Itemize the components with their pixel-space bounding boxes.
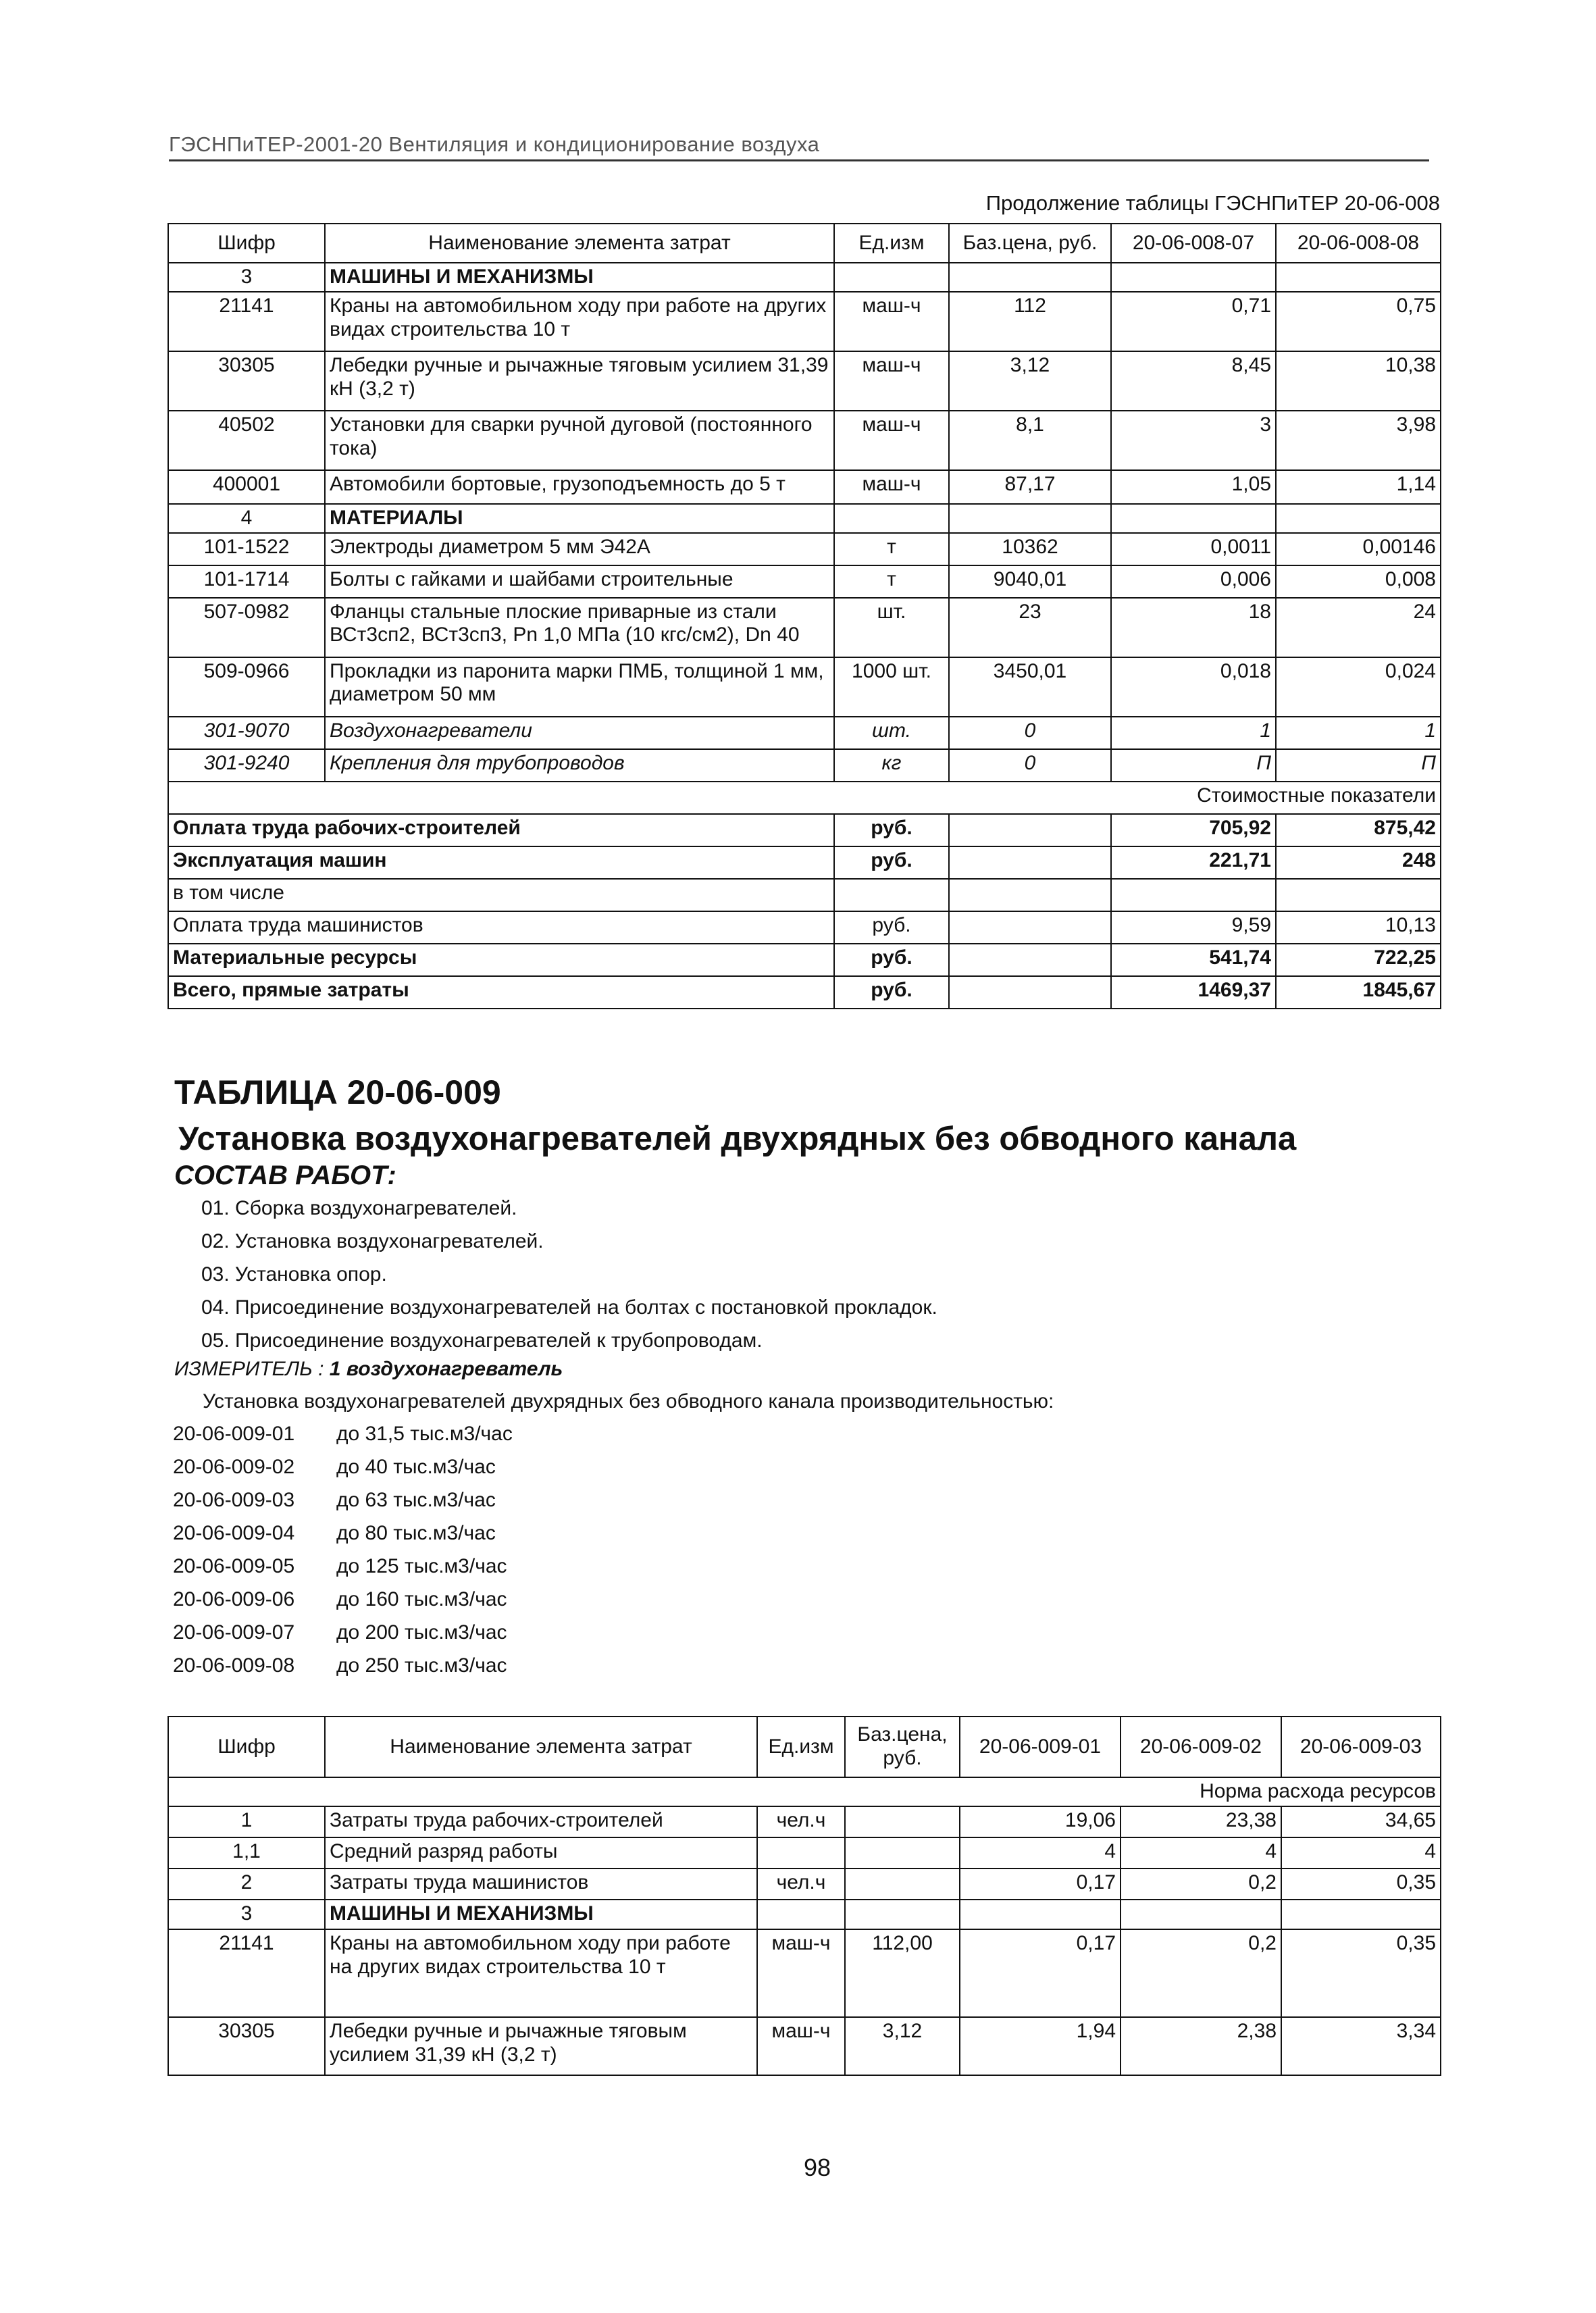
cell-unit: маш-ч [757,2017,845,2075]
cell-name: Затраты труда машинистов [325,1869,757,1900]
cell-v2 [1276,504,1441,533]
table-title: ТАБЛИЦА 20-06-009 [174,1073,501,1111]
cell-unit: кг [834,749,949,782]
cell-v3: 34,65 [1281,1806,1441,1837]
table-row [168,1929,1441,2017]
cell-code: 21141 [168,1929,325,2017]
list-item: 03. Установка опор. [201,1263,387,1286]
cell-price: 112 [949,292,1111,351]
cell-name: Прокладки из паронита марки ПМБ, толщиной 1 мм, диаметром 50 мм [325,657,834,717]
cell-price [949,504,1111,533]
cell-unit: шт. [834,717,949,749]
col-header-name: Наименование элемента затрат [325,224,834,263]
cell-v3 [1281,1900,1441,1929]
cell-v3: 4 [1281,1837,1441,1869]
table-subtitle: Установка воздухонагревателей двухрядных без обводного канала [178,1121,1297,1157]
item-code: 20-06-009-05 [173,1555,295,1577]
cell-unit: 1000 шт. [834,657,949,717]
item-desc: до 200 тыс.м3/час [336,1621,507,1644]
table-row [168,1837,1441,1869]
item-desc: до 125 тыс.м3/час [336,1555,507,1577]
cell-code: 2 [168,1869,325,1900]
cell-v1: 0,006 [1111,565,1276,598]
cell-v3: 0,35 [1281,1869,1441,1900]
summary-v2: 722,25 [1276,944,1441,976]
item-code: 20-06-009-04 [173,1522,295,1544]
cell-unit: шт. [834,598,949,657]
cell-price: 0 [949,749,1111,782]
cell-v2: 1,14 [1276,470,1441,504]
cell-unit: маш-ч [834,292,949,351]
col-header-norm-08: 20-06-008-08 [1276,224,1441,263]
summary-price [949,944,1111,976]
item-code: 20-06-009-06 [173,1588,295,1610]
cell-unit: маш-ч [834,411,949,470]
list-item [173,1456,513,1489]
cell-code: 101-1714 [168,565,325,598]
summary-unit: руб. [834,846,949,879]
table-row [168,533,1441,565]
summary-price [949,846,1111,879]
list-item: 02. Установка воздухонагревателей. [201,1230,544,1252]
cell-code: 1,1 [168,1837,325,1869]
cell-unit: т [834,565,949,598]
cell-price: 9040,01 [949,565,1111,598]
measure-label: ИЗМЕРИТЕЛЬ : [174,1358,324,1380]
cell-unit [757,1837,845,1869]
cell-price: 3,12 [845,2017,960,2075]
summary-label: Материальные ресурсы [168,944,834,976]
cell-v2: 23,38 [1121,1806,1281,1837]
continuation-note: Продолжение таблицы ГЭСНПиТЕР 20-06-008 [985,191,1440,215]
cell-v3: 0,35 [1281,1929,1441,2017]
cell-code: 40502 [168,411,325,470]
cost-indicators-header: Стоимостные показатели [168,782,1441,814]
cell-v2: 0,2 [1121,1929,1281,2017]
summary-price [949,879,1111,911]
cell-name: Краны на автомобильном ходу при работе на других видах строительства 10 т [325,1929,757,2017]
summary-unit: руб. [834,944,949,976]
item-code: 20-06-009-07 [173,1621,295,1644]
cell-code: 3 [168,263,325,292]
cell-unit [834,263,949,292]
cell-name: Автомобили бортовые, грузоподъемность до 5 т [325,470,834,504]
cell-v2: 0,008 [1276,565,1441,598]
summary-v2: 1845,67 [1276,976,1441,1009]
cell-v2: 0,024 [1276,657,1441,717]
work-composition-heading: СОСТАВ РАБОТ: [174,1161,396,1190]
cell-code: 30305 [168,2017,325,2075]
cell-v1: 8,45 [1111,351,1276,411]
cell-v1: 1,94 [960,2017,1121,2075]
cell-v2: 10,38 [1276,351,1441,411]
cell-name: Воздухонагреватели [325,717,834,749]
table-row [168,717,1441,749]
item-desc: до 40 тыс.м3/час [336,1456,496,1478]
cell-v2: 0,2 [1121,1869,1281,1900]
cell-section: МАТЕРИАЛЫ [325,504,834,533]
summary-v2: 875,42 [1276,814,1441,846]
cell-code: 30305 [168,351,325,411]
cell-v2: П [1276,749,1441,782]
summary-row [168,911,1441,944]
cell-v1: 0,018 [1111,657,1276,717]
cell-name: Затраты труда рабочих-строителей [325,1806,757,1837]
list-item: 05. Присоединение воздухонагревателей к трубопроводам. [201,1329,763,1352]
summary-label: в том числе [168,879,834,911]
cell-price: 10362 [949,533,1111,565]
table-row [168,263,1441,292]
resource-table-20-06-008 [168,223,1441,1009]
cell-v1: 19,06 [960,1806,1121,1837]
cell-v1: 18 [1111,598,1276,657]
table-row [168,565,1441,598]
cell-section: МАШИНЫ И МЕХАНИЗМЫ [325,263,834,292]
cell-name: Фланцы стальные плоские приварные из стали ВСт3сп2, ВСт3сп3, Рn 1,0 МПа (10 кгс/см2), Dn 40 [325,598,834,657]
cell-price [845,1869,960,1900]
table-row [168,470,1441,504]
summary-row [168,846,1441,879]
list-item [173,1621,513,1654]
list-item [173,1555,513,1588]
cell-v1: 1 [1111,717,1276,749]
cell-name: Лебедки ручные и рычажные тяговым усилием 31,39 кН (3,2 т) [325,2017,757,2075]
cell-v1: 3 [1111,411,1276,470]
cell-v1: 1,05 [1111,470,1276,504]
cell-name: Краны на автомобильном ходу при работе на других видах строительства 10 т [325,292,834,351]
cell-price [845,1900,960,1929]
table-row [168,598,1441,657]
cell-unit: чел.ч [757,1869,845,1900]
cell-code: 507-0982 [168,598,325,657]
summary-v1 [1111,879,1276,911]
cell-v2: 0,75 [1276,292,1441,351]
item-desc: до 80 тыс.м3/час [336,1522,496,1544]
table-row [168,292,1441,351]
cell-unit: маш-ч [834,351,949,411]
item-desc: до 160 тыс.м3/час [336,1588,507,1610]
col-header-norm-07: 20-06-008-07 [1111,224,1276,263]
table-row [168,657,1441,717]
summary-label: Эксплуатация машин [168,846,834,879]
cell-unit: т [834,533,949,565]
col-header-price: Баз.цена, руб. [845,1717,960,1777]
summary-v2 [1276,879,1441,911]
item-code: 20-06-009-08 [173,1654,295,1677]
measure-value: 1 воздухонагреватель [329,1358,563,1380]
cell-code: 21141 [168,292,325,351]
resource-table-20-06-009 [168,1716,1441,2076]
cell-v1 [1111,504,1276,533]
list-item [173,1522,513,1555]
summary-label: Оплата труда машинистов [168,911,834,944]
table-row [168,1869,1441,1900]
summary-v1: 705,92 [1111,814,1276,846]
cell-v2: 24 [1276,598,1441,657]
table-row [168,411,1441,470]
cell-v2: 2,38 [1121,2017,1281,2075]
summary-v2: 248 [1276,846,1441,879]
summary-unit: руб. [834,911,949,944]
col-header-norm-02: 20-06-009-02 [1121,1717,1281,1777]
item-desc: до 63 тыс.м3/час [336,1489,496,1511]
cell-name: Установки для сварки ручной дуговой (постоянного тока) [325,411,834,470]
cell-v1: 0,0011 [1111,533,1276,565]
item-desc: до 250 тыс.м3/час [336,1654,507,1677]
cell-unit [757,1900,845,1929]
list-item [173,1654,513,1687]
summary-price [949,911,1111,944]
summary-unit [834,879,949,911]
col-header-norm-03: 20-06-009-03 [1281,1717,1441,1777]
list-item [173,1423,513,1456]
summary-v1: 221,71 [1111,846,1276,879]
code-list [173,1423,513,1687]
summary-row [168,944,1441,976]
table-row [168,2017,1441,2075]
summary-v1: 541,74 [1111,944,1276,976]
cell-price [845,1837,960,1869]
summary-v2: 10,13 [1276,911,1441,944]
norm-header: Норма расхода ресурсов [168,1777,1441,1806]
item-code: 20-06-009-02 [173,1456,295,1478]
col-header-code: Шифр [168,1717,325,1777]
summary-label: Всего, прямые затраты [168,976,834,1009]
cell-v1: 0,71 [1111,292,1276,351]
table-row [168,1900,1441,1929]
cell-code: 4 [168,504,325,533]
cell-price: 3,12 [949,351,1111,411]
cell-code: 301-9240 [168,749,325,782]
summary-unit: руб. [834,976,949,1009]
cell-unit [834,504,949,533]
cell-section: МАШИНЫ И МЕХАНИЗМЫ [325,1900,757,1929]
summary-unit: руб. [834,814,949,846]
cell-name: Лебедки ручные и рычажные тяговым усилием 31,39 кН (3,2 т) [325,351,834,411]
table-row [168,749,1441,782]
cell-price: 87,17 [949,470,1111,504]
col-header-unit: Ед.изм [834,224,949,263]
cell-name: Крепления для трубопроводов [325,749,834,782]
cell-v2 [1276,263,1441,292]
table-row [168,504,1441,533]
cell-v1: 0,17 [960,1869,1121,1900]
list-item [173,1489,513,1522]
summary-v1: 1469,37 [1111,976,1276,1009]
col-header-price: Баз.цена, руб. [949,224,1111,263]
summary-row [168,814,1441,846]
cell-price: 23 [949,598,1111,657]
cell-code: 301-9070 [168,717,325,749]
cell-code: 3 [168,1900,325,1929]
cell-price: 0 [949,717,1111,749]
cell-v1: П [1111,749,1276,782]
cell-v1: 0,17 [960,1929,1121,2017]
col-header-norm-01: 20-06-009-01 [960,1717,1121,1777]
cell-v2: 4 [1121,1837,1281,1869]
cell-code: 1 [168,1806,325,1837]
page-number: 98 [803,2154,831,2181]
cell-price [949,263,1111,292]
cell-v3: 3,34 [1281,2017,1441,2075]
cell-code: 400001 [168,470,325,504]
cell-price: 112,00 [845,1929,960,2017]
cell-name: Средний разряд работы [325,1837,757,1869]
cell-v2: 1 [1276,717,1441,749]
summary-label: Оплата труда рабочих-строителей [168,814,834,846]
cell-unit: маш-ч [834,470,949,504]
summary-price [949,976,1111,1009]
cell-unit: чел.ч [757,1806,845,1837]
item-code: 20-06-009-03 [173,1489,295,1511]
cell-code: 101-1522 [168,533,325,565]
cell-v2 [1121,1900,1281,1929]
item-desc: до 31,5 тыс.м3/час [336,1423,513,1445]
cell-name: Электроды диаметром 5 мм Э42А [325,533,834,565]
list-item: 01. Сборка воздухонагревателей. [201,1197,517,1219]
col-header-unit: Ед.изм [757,1717,845,1777]
cell-v1: 4 [960,1837,1121,1869]
cell-v2: 3,98 [1276,411,1441,470]
summary-row [168,976,1441,1009]
cell-v1 [960,1900,1121,1929]
cell-price [845,1806,960,1837]
cell-price: 3450,01 [949,657,1111,717]
cell-name: Болты с гайками и шайбами строительные [325,565,834,598]
table-row [168,351,1441,411]
measure-line [174,1358,563,1381]
cell-unit: маш-ч [757,1929,845,2017]
col-header-name: Наименование элемента затрат [325,1717,757,1777]
cell-v2: 0,00146 [1276,533,1441,565]
intro-text: Установка воздухонагревателей двухрядных без обводного канала производительностью: [203,1390,1054,1413]
cell-v1 [1111,263,1276,292]
cell-code: 509-0966 [168,657,325,717]
col-header-code: Шифр [168,224,325,263]
work-list [201,1197,937,1363]
summary-v1: 9,59 [1111,911,1276,944]
list-item: 04. Присоединение воздухонагревателей на болтах с постановкой прокладок. [201,1296,937,1319]
running-head: ГЭСНПиТЕР-2001-20 Вентиляция и кондиционирование воздуха [169,132,1429,161]
item-code: 20-06-009-01 [173,1423,295,1445]
summary-row [168,879,1441,911]
table-row [168,1806,1441,1837]
list-item [173,1588,513,1621]
cell-price: 8,1 [949,411,1111,470]
summary-price [949,814,1111,846]
